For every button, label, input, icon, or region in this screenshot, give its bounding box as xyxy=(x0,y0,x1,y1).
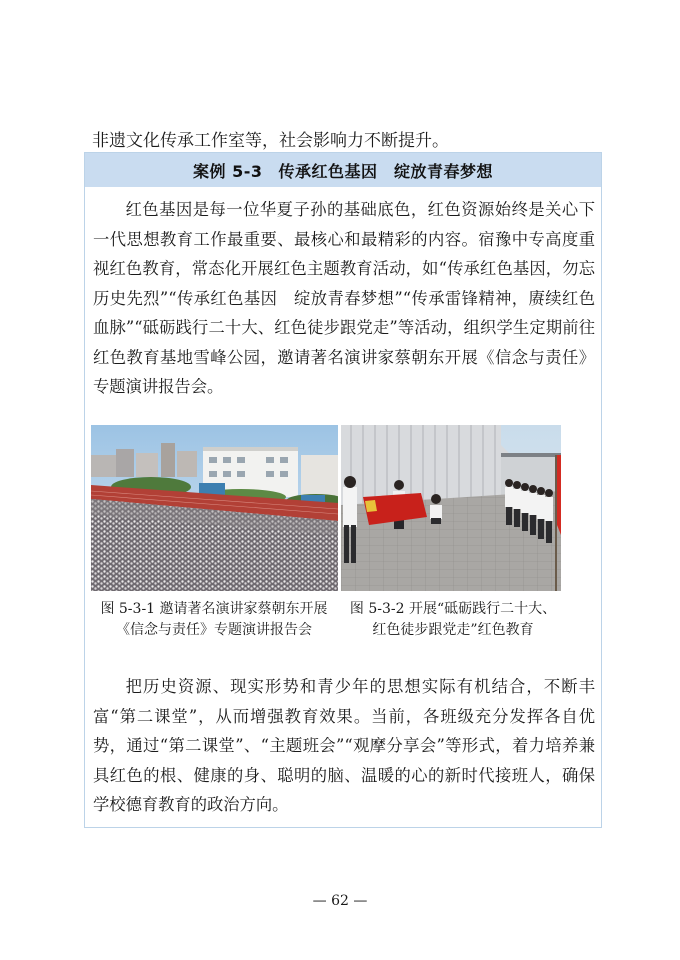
case-study-box xyxy=(84,152,602,828)
case-title-text: 传承红色基因 绽放青春梦想 xyxy=(278,161,493,181)
case-paragraph-2: 把历史资源、现实形势和青少年的思想实际有机结合，不断丰富“第二课堂”，从而增强教育效果。当前，各班级充分发挥各自优势，通过“第二课堂”、“主题班会”“观摩分享会”等形式，着力培养兼具红色的根、健康的身、聪明的脑、温暖的心的新时代接班人，确保学校德育教育的政治方向。 xyxy=(93,677,595,814)
lead-text: 非遗文化传承工作室等，社会影响力不断提升。 xyxy=(92,131,449,151)
flag-ceremony-photo-image xyxy=(341,425,561,591)
figure-photo-flag-ceremony xyxy=(341,425,561,591)
page-number: — 62 — xyxy=(312,893,368,909)
figure-caption-2: 图 5-3-2 开展“砥砺践行二十大、红色徒步跟党走”红色教育 xyxy=(349,601,557,638)
figure-caption-1: 图 5-3-1 邀请著名演讲家蔡朝东开展《信念与责任》专题演讲报告会 xyxy=(100,601,328,638)
case-title xyxy=(85,153,601,187)
case-title-number: 案例 5-3 xyxy=(193,161,263,181)
figure-photo-assembly xyxy=(91,425,338,591)
assembly-photo-image xyxy=(91,425,338,591)
case-paragraph-1: 红色基因是每一位华夏子孙的基础底色，红色资源始终是关心下一代思想教育工作最重要、最核心和最精彩的内容。宿豫中专高度重视红色教育，常态化开展红色主题教育活动，如“传承红色基因，勿忘历史先烈”“传承红色基因 绽放青春梦想”“传承雷锋精神，赓续红色血脉”“砥砺践行二十大、红色徒步跟党走”等活动，组织学生定期前往红色教育基地雪峰公园，邀请著名演讲家蔡朝东开展《信念与责任》专题演讲报告会。 xyxy=(93,200,595,396)
